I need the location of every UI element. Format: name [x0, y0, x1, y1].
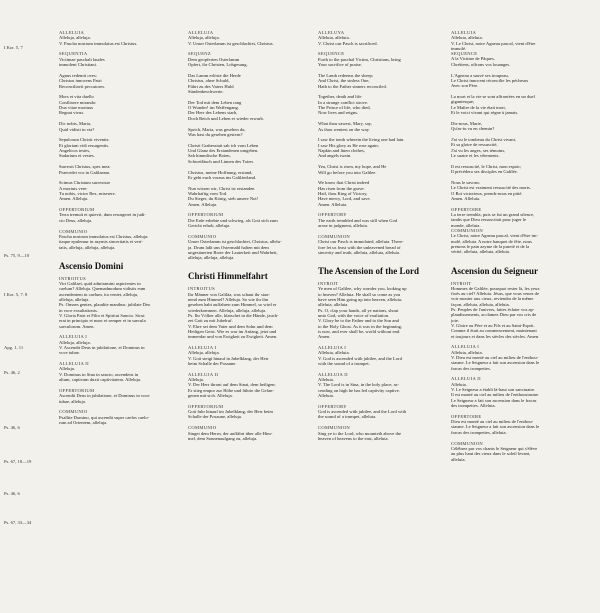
text-line: Il précédera ses disciples en Galilée.	[451, 169, 518, 175]
text-line: alleluja, alleluja.	[59, 297, 90, 303]
scripture-reference: I Kor. 5, 7. 8	[4, 292, 28, 297]
text-line: Le Christ innocent réconcilie les pécheurs	[451, 77, 529, 83]
text-line: Has risen from the grave:	[318, 185, 365, 191]
text-line: Alleluia, alleluia.	[318, 35, 350, 41]
text-line: Christ our Pasch is immolated, alleluia. There-	[318, 239, 404, 245]
text-line: As thou wentest on the way.	[318, 126, 370, 132]
text-line: Sepulcrum Christi viventis:	[59, 137, 110, 143]
text-line: Hommes de Galilée, pourquoi rester là, les yeux	[451, 285, 540, 291]
text-line: Hail, thou King of Victory,	[318, 190, 368, 196]
text-line: A mortuis vere:	[59, 185, 88, 191]
text-line: Was hast du gesehen gestern?	[188, 131, 243, 137]
text-line: Together, death and life	[318, 94, 362, 100]
text-line: V. Dieu est monté au ciel au milieu de l'enthou-	[451, 355, 539, 360]
section-heading: OFFERTORIUM	[188, 212, 224, 218]
text-line: Amen. Alleluia.	[318, 201, 348, 207]
section-heading: ALLELUIA I	[59, 334, 88, 340]
text-line: Le Christ est vraiment ressuscité des morts.	[451, 185, 531, 191]
text-line: prenons le pain azyme de la pureté et de la	[451, 243, 530, 249]
text-line: arose in judgment, alleluia.	[318, 223, 368, 229]
section-heading: ALLELUIA I	[451, 344, 480, 350]
text-line: Dux vitae mortuus	[59, 105, 94, 111]
text-line: V. Gloire au Père et au Fils et au Saint-Esprit.	[451, 322, 535, 328]
text-line: Il est ressuscité, le Christ, mon espoir;	[451, 163, 522, 169]
text-line: Alleluja, alleluja.	[188, 35, 220, 41]
text-line: Comme il était au commencement, maintenant	[451, 328, 537, 334]
text-line: La mort et la vie se sont affrontées en un duel	[451, 94, 535, 100]
text-line: What thou sawest, Mary, say,	[318, 121, 372, 127]
text-line: siasme. Le Seigneur a fait son ascension dans le	[451, 424, 540, 430]
text-line: beim Schalle der Posaune.	[188, 360, 237, 366]
text-line: Mors et vita duello	[59, 94, 94, 100]
text-line: V. Gloria Patri et Filio et Spiritui Sancto. Sicut	[59, 312, 145, 318]
text-line: Unser Osterlamm ist geschlachtet, Christus, allelu-	[188, 239, 282, 245]
text-line: ascendentem in caelum, ita veniet, alleluja,	[59, 291, 139, 297]
scripture-reference: Ps. 75, 9—10	[4, 253, 30, 258]
text-line: to heaven? Alleluia. He shall so come as you	[318, 291, 401, 297]
text-line: Pascha nostrum immolatus est Christus, alleluja:	[59, 233, 149, 239]
text-line: cending on high he has led captivity captive.	[318, 387, 400, 393]
spacer	[188, 260, 308, 270]
text-line: Alleluja, alleluja.	[59, 35, 91, 41]
text-line: Christi Grabesstatt sah ich vom Leben	[188, 142, 259, 148]
text-line: Viri Galilaei, quid admiramini aspicientes in	[59, 281, 141, 287]
text-line: Dieu est monté au ciel au milieu de l'enthou-	[451, 419, 534, 425]
section-heading: SEQUENTIA	[59, 51, 88, 57]
text-line: tubae, alleluja.	[59, 398, 86, 404]
text-line: gigantesque;	[451, 99, 475, 105]
scripture-reference: Ps. 67, 33—34	[4, 520, 32, 525]
section-heading: COMMUNION	[451, 440, 484, 446]
text-line: erat in principio et nunc et semper et in saecula	[59, 318, 146, 324]
text-line: And Christ, the sinless One,	[318, 78, 370, 84]
text-line: altum, captivam duxit captivitatem. Alleluja.	[59, 377, 142, 383]
text-line: Nous le savons:	[451, 180, 481, 186]
text-line: Dis-nous, Marie,	[451, 120, 483, 126]
section-heading: OFFERTOIRE	[451, 413, 482, 419]
section-heading: INTROITUS	[188, 286, 215, 292]
text-line: Célébrez par vos chants le Seigneur qui s'élève	[451, 445, 538, 451]
spacer	[451, 255, 571, 265]
text-line: La terre trembla, puis se fut un grand silence,	[451, 212, 535, 218]
text-line: Alleluia.	[451, 381, 467, 387]
text-line: Das Lamm erlöste die Herde	[188, 72, 241, 78]
text-line: Amen. Alleluja.	[188, 201, 218, 207]
text-line: Christus innocens Patri	[59, 78, 102, 84]
text-line: Führt zu des Vaters Huld	[188, 83, 234, 89]
section-heading: COMMUNIO	[188, 425, 217, 431]
text-line: Dic nobis, Maria,	[59, 121, 92, 127]
scripture-reference: Apg. 1, 11	[4, 345, 24, 350]
text-line: zet Gott zu mit Jubelruf.	[188, 318, 233, 324]
text-line: monde, alleluia.	[451, 222, 481, 228]
text-line: Alleluia, alleluia.	[318, 350, 350, 356]
section-heading: SEQUENCE	[451, 51, 478, 57]
text-line: Alleluia.	[318, 377, 334, 383]
text-line: façon, alleluia, alleluia, alleluia.	[451, 301, 510, 307]
text-line: Praecedet vos in Galilaeam.	[59, 169, 111, 175]
text-line: fracas des trompettes.	[451, 365, 491, 371]
text-line: immolé.	[451, 45, 467, 51]
text-line: Sudarium et vestes.	[59, 153, 95, 159]
text-line: fixés au ciel? Alleluia. Jésus, que vous venez de	[451, 291, 540, 297]
text-line: ja. Drum laßt uns Ostermahl halten mit dem	[188, 244, 269, 250]
text-line: Et sa gloire de ressuscité,	[451, 142, 498, 148]
text-line: to the Holy Ghost. As it was in the beginning,	[318, 323, 403, 329]
text-line: unto God, with the voice of exultation.	[318, 312, 390, 318]
text-line: Napkin and linen clothes,	[318, 148, 365, 154]
text-line: I saw the tomb wherein the living one had lain.	[318, 137, 405, 143]
text-line: We know that Christ indeed	[318, 180, 370, 186]
text-line: Avec son Père.	[451, 83, 479, 89]
text-line: Angelicos testes,	[59, 148, 91, 154]
text-line: Qu'as-tu vu en chemin?	[451, 126, 495, 132]
text-line: V. Christ our Pasch is sacrificed.	[318, 40, 378, 46]
text-line: Dem geopferten Osterlamm	[188, 56, 240, 62]
text-line: have seen Him going up into heaven, alleluia,	[318, 297, 403, 303]
text-line: Der Tod mit dem Leben rang	[188, 99, 242, 105]
text-line: cio Deus, alleluja.	[59, 217, 93, 223]
text-line: Nun wissen wir, Christ ist erstanden	[188, 185, 255, 191]
section-heading: COMMUNION	[451, 228, 484, 234]
text-line: Sprich, Maria, was gesehen du,	[188, 126, 246, 132]
text-line: Ye men of Galilee, why wonder you, looking up	[318, 286, 407, 292]
text-line: vérité, alleluia, alleluia, alleluia.	[451, 249, 511, 255]
text-line: au plus haut des cieux dans le soleil levant,	[451, 451, 531, 457]
text-line: V. Ehre sei dem Vater und dem Sohn und dem	[188, 323, 273, 329]
section-heading: COMMUNIO	[59, 409, 88, 415]
text-line: V. God is ascended with jubilee, and the Lord	[318, 355, 402, 361]
section-heading: ALLELUJA II	[188, 371, 219, 377]
scripture-reference: Ps. 67, 18—19	[4, 459, 32, 464]
text-line: Chrétiens, offrons vos louanges.	[451, 61, 511, 67]
section-heading: ALLELUIA	[451, 30, 477, 35]
text-line: the sound of a trumpet, alleluia.	[318, 414, 377, 420]
text-line: In a strange conflict strove.	[318, 99, 369, 105]
text-line: Conflixere mirando:	[59, 99, 97, 105]
text-line: Et le voici vivant qui règne à jamais.	[451, 110, 519, 116]
text-line: alleluia.	[451, 456, 466, 462]
text-line: Sing ye to the Lord, who mounteth above the	[318, 430, 402, 436]
text-line: L'Agneau a sauvé ses troupeau,	[451, 72, 509, 78]
section-heading: INTROIT	[451, 280, 472, 286]
text-line: fracas des trompettes, alleluia.	[451, 429, 507, 435]
text-line: Agnus redemit oves:	[59, 72, 98, 78]
text-line: Er geht euch voraus ins Galiläerland.	[188, 174, 257, 180]
text-line: Ihr Männer von Galiläa, was schaut ihr stau-	[188, 291, 270, 297]
section-heading: COMMUNION	[318, 425, 351, 431]
text-line: plaudissements, acclamez Dieu par vos cris de	[451, 312, 537, 318]
text-line: Forth to the paschal Victim, Christians, bring	[318, 56, 401, 62]
text-line: V. Unser Osterlamm ist geschlachtet, Christus.	[188, 40, 274, 46]
text-line: nend zum Himmel? Alleluja. So wie ihr ihn	[188, 297, 269, 303]
text-line: Ps. O, clap your hands, all ye nations, shout	[318, 307, 399, 313]
text-line: V. Le Seigneur a établi là-haut son sanctuaire.	[451, 387, 536, 393]
section-heading: OFFERTORIUM	[59, 207, 95, 213]
text-line: Amen. Alleluja.	[59, 196, 89, 202]
text-line: Christus, ohne Schuld,	[188, 78, 230, 84]
text-line: alleluja, alleluja, alleluja.	[188, 255, 235, 261]
text-line: Heiligen Geist. Wie es war im Anfang, jetzt und	[188, 328, 277, 334]
text-line: Terra tremuit et quievit, dum resurgeret in judi-	[59, 212, 146, 218]
section-heading: ALLELUIA II	[59, 361, 89, 367]
french-column	[451, 30, 571, 462]
text-line: Der Herr des Lebens starb,	[188, 110, 238, 116]
text-line: Will go before you into Galilee.	[318, 169, 377, 175]
text-line: Regnat vivus.	[59, 110, 85, 116]
text-line: Ascendit Deus in jubilatione, et Dominus in voce	[59, 393, 150, 399]
english-column	[318, 30, 438, 441]
text-line: saeculorum. Amen.	[59, 323, 95, 329]
text-line: V. Dominus in Sina in sancto, ascendens in	[59, 371, 139, 377]
spacer	[59, 250, 179, 260]
text-line: rum ad Orientem, alleluja.	[59, 420, 108, 426]
text-line: The Prince of life, who died,	[318, 105, 371, 111]
text-line: Yea, Christ is risen, my hope, and He	[318, 164, 387, 170]
section-heading: SEQUENZ	[188, 51, 212, 57]
text-line: Singet dem Herrn, der auffährt über alle Him-	[188, 430, 273, 436]
section-heading: ALLELUJA I	[188, 345, 217, 350]
text-line: itaque epulemur in azymis sinceritatis et veri-	[59, 239, 143, 245]
text-line: V. Glory be to the Father and to the Son and	[318, 318, 399, 324]
section-heading: OFFERTORY	[318, 212, 347, 218]
feast-title: The Ascension of the Lord	[318, 266, 420, 277]
text-line: Sah himmlische Boten,	[188, 153, 231, 159]
latin-column	[59, 30, 179, 425]
text-line: Le Christ, notre Agneau pascal, vient d'être im-	[451, 233, 538, 239]
text-line: Now lives and reigns.	[318, 110, 359, 116]
german-column	[188, 30, 308, 441]
text-line: V. Gott steigt hinauf in Jubelklang, der Herr	[188, 355, 269, 361]
feast-title: Ascensio Domini	[59, 260, 124, 271]
text-line: V. Ascendit Deus in jubilatione, et Dominus in	[59, 345, 145, 350]
text-line: Opfert, ihr Christen, Lobgesang.	[188, 62, 248, 68]
scripture-reference: Ps. 46, 6	[4, 491, 20, 496]
section-heading: OFFERTORIUM	[188, 403, 224, 409]
section-heading: ALLELUYA	[318, 30, 345, 35]
text-line: Psallite Domino, qui ascendit super caelos caelo-	[59, 414, 150, 420]
text-line: Have mercy, Lord, and save.	[318, 196, 371, 202]
text-line: Et gloriam vidi resurgentis.	[59, 142, 110, 148]
text-line: O Wunder! im Waffengang.	[188, 105, 239, 111]
text-line: caelum? Alleluja. Quemadmodum vidistis eum	[59, 286, 146, 292]
feast-title: Ascension du Seigneur	[451, 265, 539, 276]
text-line: Wahrhaftig vom Tod.	[188, 190, 228, 196]
text-line: V. Le Christ, notre Agneau pascal, vient d'être	[451, 40, 536, 46]
text-line: God is ascended with jubilee, and the Lord with	[318, 409, 407, 415]
text-line: Ps. Ihr Völker alle, klatschet in die Hände, jauch-	[188, 312, 279, 318]
text-line: Alleluia, alleluia.	[451, 349, 483, 355]
text-line: V. Pascha nostrum immolatus est Christus.	[59, 40, 138, 46]
text-line: immerdar und von Ewigkeit zu Ewigkeit. Amen.	[188, 334, 278, 340]
text-line: O Roi victorieux, prends-nous en pitié.	[451, 190, 523, 196]
text-line: Gott fuhr hinauf im Jubelklang, der Herr beim	[188, 409, 273, 415]
text-line: in voce exsultationis.	[59, 307, 98, 313]
section-heading: COMMUNIO	[59, 228, 88, 234]
section-heading: INTROITUS	[59, 275, 86, 281]
section-heading: ALLELUJA	[188, 30, 214, 35]
text-line: Le Seigneur a fait son ascension dans le fracas	[451, 397, 537, 403]
section-heading: ALLELUIA	[59, 30, 85, 35]
text-line: J'ai vu le tombeau du Christ vivant,	[451, 137, 517, 143]
text-line: Ps. Omnes gentes, plaudite manibus: jubilate Deo	[59, 302, 151, 308]
text-line: Er stieg empor zur Höhe und führte die Gefan-	[188, 387, 274, 393]
text-line: heaven of heavens to the east, alleluia.	[318, 435, 389, 441]
text-line: sincerity and truth, alleluia, alleluia, alleluia.	[318, 249, 401, 255]
section-heading: SEQUENCE	[318, 51, 345, 57]
text-line: Alleluia, alleluia.	[451, 35, 483, 41]
text-line: Christus, meine Hoffnung, erstand,	[188, 169, 253, 175]
text-line: fore let us feast with the unleavened bread of	[318, 244, 401, 250]
text-line: des trompettes. Alleluia.	[451, 402, 496, 408]
text-line: Il est monté au ciel au milieu de l'enthousiasme.	[451, 392, 540, 398]
section-heading: ALLELUIA II	[451, 376, 481, 382]
text-line: J'ai vu les anges, ses témoins,	[451, 147, 506, 153]
text-line: ungesäuerten Brote der Lauterkeit und Wahrheit,	[188, 249, 278, 255]
text-line: Reconciliavit peccatores.	[59, 83, 106, 89]
text-line: I saw His glory as He rose again;	[318, 142, 379, 148]
scripture-reference: Ps. 46, 2	[4, 370, 20, 375]
text-line: Alleluja.	[188, 377, 204, 383]
text-line: is now, and ever shall be, world without end.	[318, 328, 401, 334]
text-line: joie.	[451, 317, 460, 323]
text-line: Ps. Peuples de l'univers, faites éclater vos ap-	[451, 307, 535, 313]
section-heading: OFFERTORY	[318, 403, 347, 409]
text-line: genen mit sich. Alleluja.	[188, 392, 233, 398]
text-line: tatis, alleluja, alleluja, alleluja.	[59, 244, 116, 250]
text-line: V. Der Herr thront auf dem Sinai, dem heiligen;	[188, 382, 276, 388]
section-heading: ALLELUIA I	[318, 345, 347, 350]
text-line: Sündenbeschwerte.	[188, 88, 224, 94]
section-heading: OFFERTORIUM	[59, 387, 95, 393]
text-line: immolent Christiani.	[59, 62, 98, 68]
text-line: alleluia, alleluia.	[318, 302, 349, 308]
text-line: Die Erde erbebte und schwieg, als Gott sich zum	[188, 217, 278, 223]
scripture-reference: I Kor. 5, 7	[4, 45, 23, 50]
text-line: Alleluja, alleluja.	[59, 339, 91, 345]
text-line: wiederkommen. Alleluja, alleluja, alleluja.	[188, 307, 267, 313]
text-line: Schweißtuch und Linnen des Toten.	[188, 158, 254, 164]
section-heading: ALLELUIA II	[318, 371, 348, 377]
text-line: And angels twain.	[318, 153, 352, 159]
text-line: Doch Reich und Leben er wieder erwarb.	[188, 115, 264, 121]
text-line: V. The Lord is in Sina, in the holy place; as-	[318, 382, 399, 388]
section-heading: INTROIT	[318, 281, 339, 287]
text-line: Alleluja.	[59, 366, 75, 372]
text-line: Le Maître de la vie était mort,	[451, 104, 506, 110]
scripture-reference-margin	[2, 0, 54, 613]
text-line: mel, dem Sonnenaufgang zu, alleluja.	[188, 435, 258, 441]
text-line: molé, alleluia. A notre banquet de fête, nous	[451, 238, 532, 244]
text-line: gesehen habt auffahren zum Himmel, so wird er	[188, 302, 277, 308]
scripture-reference: Ps. 46, 6	[4, 425, 20, 430]
section-heading: COMMUNION	[318, 233, 351, 239]
text-line: Hath to the Father sinners reconciled.	[318, 83, 387, 89]
text-line: Und Glanz des Erstandenen umgeben.	[188, 148, 259, 154]
text-line: Le suaire et les vêtements.	[451, 153, 500, 159]
text-line: Scimus Christum surrexisse	[59, 180, 111, 186]
text-line: Amen. Alleluia.	[451, 195, 481, 201]
text-line: The earth trembled and was still when God	[318, 217, 398, 223]
text-line: Gericht erhob, alleluja.	[188, 223, 231, 229]
text-line: Du Sieger, du König, sieh unsere Not!	[188, 196, 259, 202]
text-line: siasme. Le Seigneur a fait son ascension dans le	[451, 360, 540, 366]
text-line: et toujours et dans les siècles des siècles. Amen.	[451, 333, 540, 339]
text-line: Amen.	[318, 334, 331, 340]
text-line: Alleluia.	[318, 392, 334, 398]
text-line: Alleluja, alleluja.	[188, 350, 220, 356]
text-line: with the sound of a trumpet.	[318, 360, 370, 366]
section-heading: OFFERTOIRE	[451, 206, 482, 212]
section-heading: COMMUNIO	[188, 233, 217, 239]
text-line: Schalle der Posaune, alleluja.	[188, 414, 242, 420]
text-line: Victimae paschali laudes	[59, 56, 105, 62]
text-line: Tu nobis, victor Rex, miserere.	[59, 190, 116, 196]
text-line: Quid vidisti in via?	[59, 126, 95, 132]
text-line: Surrexit Christus, spes mea:	[59, 164, 111, 170]
text-line: tandis que Dieu ressuscitait pour juger le	[451, 217, 527, 223]
spacer	[318, 255, 438, 265]
text-line: A la Victime de Pâques,	[451, 56, 495, 62]
feast-title: Christi Himmelfahrt	[188, 271, 268, 282]
text-line: voir monter aux cieux, reviendra de la même	[451, 296, 534, 302]
text-line: The Lamb redeems the sheep;	[318, 72, 374, 78]
text-line: voce tubae.	[59, 350, 80, 356]
text-line: Your sacrifice of praise.	[318, 62, 362, 68]
